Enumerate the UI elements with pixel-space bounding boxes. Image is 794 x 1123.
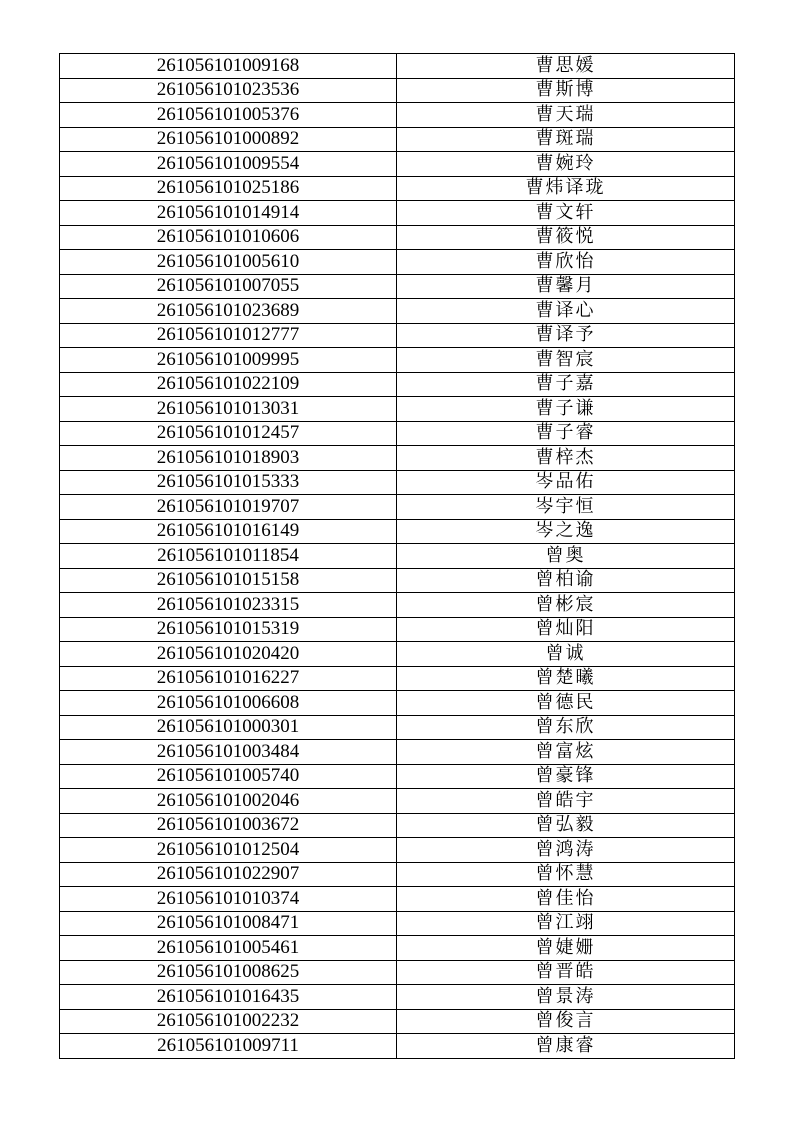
candidate-name-cell: 曾怀慧 <box>397 862 735 887</box>
candidate-id-cell: 261056101020420 <box>60 642 397 667</box>
candidate-name-cell: 曹婉玲 <box>397 152 735 177</box>
table-row <box>60 470 735 495</box>
candidate-id-cell: 261056101006608 <box>60 691 397 716</box>
candidate-id-cell: 261056101009554 <box>60 152 397 177</box>
table-row <box>60 740 735 765</box>
candidate-id-cell: 261056101005610 <box>60 250 397 275</box>
candidate-id-cell: 261056101012457 <box>60 421 397 446</box>
candidate-id-cell: 261056101018903 <box>60 446 397 471</box>
table-row <box>60 985 735 1010</box>
table-row <box>60 446 735 471</box>
candidate-name-cell: 曹子睿 <box>397 421 735 446</box>
table-row <box>60 666 735 691</box>
table-row <box>60 421 735 446</box>
candidate-id-cell: 261056101008625 <box>60 960 397 985</box>
candidate-id-cell: 261056101025186 <box>60 176 397 201</box>
table-row <box>60 299 735 324</box>
candidate-name-cell: 岑之逸 <box>397 519 735 544</box>
candidate-id-cell: 261056101011854 <box>60 544 397 569</box>
table-row <box>60 176 735 201</box>
candidate-name-cell: 曾鸿涛 <box>397 838 735 863</box>
candidate-name-cell: 曹欣怡 <box>397 250 735 275</box>
candidate-name-cell: 曹子谦 <box>397 397 735 422</box>
table-row <box>60 813 735 838</box>
candidate-name-cell: 曾奥 <box>397 544 735 569</box>
candidate-name-cell: 曾德民 <box>397 691 735 716</box>
candidate-name-cell: 曹子嘉 <box>397 372 735 397</box>
candidate-id-cell: 261056101023315 <box>60 593 397 618</box>
table-row <box>60 397 735 422</box>
table-row <box>60 372 735 397</box>
candidate-id-cell: 261056101016149 <box>60 519 397 544</box>
candidate-id-cell: 261056101023536 <box>60 78 397 103</box>
table-row <box>60 568 735 593</box>
candidate-name-cell: 曾皓宇 <box>397 789 735 814</box>
candidate-id-cell: 261056101003484 <box>60 740 397 765</box>
table-row <box>60 789 735 814</box>
table-row <box>60 323 735 348</box>
table-row <box>60 348 735 373</box>
candidate-name-cell: 曾俊言 <box>397 1009 735 1034</box>
candidate-name-cell: 曾富炫 <box>397 740 735 765</box>
candidate-id-cell: 261056101010606 <box>60 225 397 250</box>
candidate-name-cell: 曹译予 <box>397 323 735 348</box>
candidate-name-cell: 曾柏谕 <box>397 568 735 593</box>
candidate-name-cell: 曹筱悦 <box>397 225 735 250</box>
table-row <box>60 691 735 716</box>
table-row <box>60 54 735 79</box>
candidate-id-cell: 261056101009995 <box>60 348 397 373</box>
table-row <box>60 152 735 177</box>
candidate-id-cell: 261056101012777 <box>60 323 397 348</box>
candidate-id-cell: 261056101003672 <box>60 813 397 838</box>
table-row <box>60 495 735 520</box>
candidate-name-cell: 曹思媛 <box>397 54 735 79</box>
candidate-id-cell: 261056101013031 <box>60 397 397 422</box>
candidate-name-cell: 曾诚 <box>397 642 735 667</box>
table-row <box>60 838 735 863</box>
table-row <box>60 127 735 152</box>
candidate-id-cell: 261056101007055 <box>60 274 397 299</box>
candidate-id-cell: 261056101000301 <box>60 715 397 740</box>
candidate-id-cell: 261056101015158 <box>60 568 397 593</box>
table-row <box>60 274 735 299</box>
table-row <box>60 715 735 740</box>
table-row <box>60 764 735 789</box>
table-row <box>60 544 735 569</box>
table-row <box>60 936 735 961</box>
candidate-name-cell: 曾晋皓 <box>397 960 735 985</box>
table-row <box>60 519 735 544</box>
candidate-id-cell: 261056101014914 <box>60 201 397 226</box>
table-row <box>60 225 735 250</box>
candidate-id-cell: 261056101005740 <box>60 764 397 789</box>
candidate-id-cell: 261056101019707 <box>60 495 397 520</box>
table-row <box>60 642 735 667</box>
candidate-name-cell: 曾婕姗 <box>397 936 735 961</box>
candidate-id-cell: 261056101005376 <box>60 103 397 128</box>
candidate-name-cell: 曹斑瑞 <box>397 127 735 152</box>
candidate-name-cell: 曾彬宸 <box>397 593 735 618</box>
table-row <box>60 250 735 275</box>
candidate-name-cell: 曹天瑞 <box>397 103 735 128</box>
candidate-id-cell: 261056101010374 <box>60 887 397 912</box>
candidate-name-cell: 曹智宸 <box>397 348 735 373</box>
table-row <box>60 960 735 985</box>
roster-table <box>59 53 735 1059</box>
candidate-name-cell: 曾康睿 <box>397 1034 735 1059</box>
table-row <box>60 201 735 226</box>
candidate-name-cell: 曹梓杰 <box>397 446 735 471</box>
roster-table-body <box>60 54 735 1059</box>
candidate-id-cell: 261056101022109 <box>60 372 397 397</box>
candidate-name-cell: 曾景涛 <box>397 985 735 1010</box>
candidate-name-cell: 曾豪锋 <box>397 764 735 789</box>
candidate-name-cell: 曾弘毅 <box>397 813 735 838</box>
table-row <box>60 593 735 618</box>
candidate-name-cell: 岑宇恒 <box>397 495 735 520</box>
candidate-name-cell: 曹文轩 <box>397 201 735 226</box>
candidate-name-cell: 曹斯博 <box>397 78 735 103</box>
candidate-id-cell: 261056101012504 <box>60 838 397 863</box>
candidate-id-cell: 261056101009168 <box>60 54 397 79</box>
candidate-name-cell: 曾佳怡 <box>397 887 735 912</box>
candidate-name-cell: 曾灿阳 <box>397 617 735 642</box>
candidate-id-cell: 261056101022907 <box>60 862 397 887</box>
candidate-name-cell: 曾楚曦 <box>397 666 735 691</box>
table-row <box>60 862 735 887</box>
candidate-id-cell: 261056101000892 <box>60 127 397 152</box>
table-row <box>60 887 735 912</box>
candidate-id-cell: 261056101002046 <box>60 789 397 814</box>
candidate-id-cell: 261056101002232 <box>60 1009 397 1034</box>
candidate-id-cell: 261056101023689 <box>60 299 397 324</box>
candidate-id-cell: 261056101015319 <box>60 617 397 642</box>
table-row <box>60 1009 735 1034</box>
candidate-id-cell: 261056101015333 <box>60 470 397 495</box>
candidate-id-cell: 261056101016435 <box>60 985 397 1010</box>
candidate-name-cell: 岑品佑 <box>397 470 735 495</box>
candidate-name-cell: 曹炜译珑 <box>397 176 735 201</box>
candidate-id-cell: 261056101016227 <box>60 666 397 691</box>
candidate-name-cell: 曹译心 <box>397 299 735 324</box>
candidate-id-cell: 261056101008471 <box>60 911 397 936</box>
table-row <box>60 617 735 642</box>
candidate-id-cell: 261056101005461 <box>60 936 397 961</box>
table-row <box>60 1034 735 1059</box>
table-row <box>60 103 735 128</box>
candidate-name-cell: 曾东欣 <box>397 715 735 740</box>
candidate-name-cell: 曹馨月 <box>397 274 735 299</box>
table-row <box>60 78 735 103</box>
candidate-name-cell: 曾江翊 <box>397 911 735 936</box>
table-row <box>60 911 735 936</box>
candidate-id-cell: 261056101009711 <box>60 1034 397 1059</box>
